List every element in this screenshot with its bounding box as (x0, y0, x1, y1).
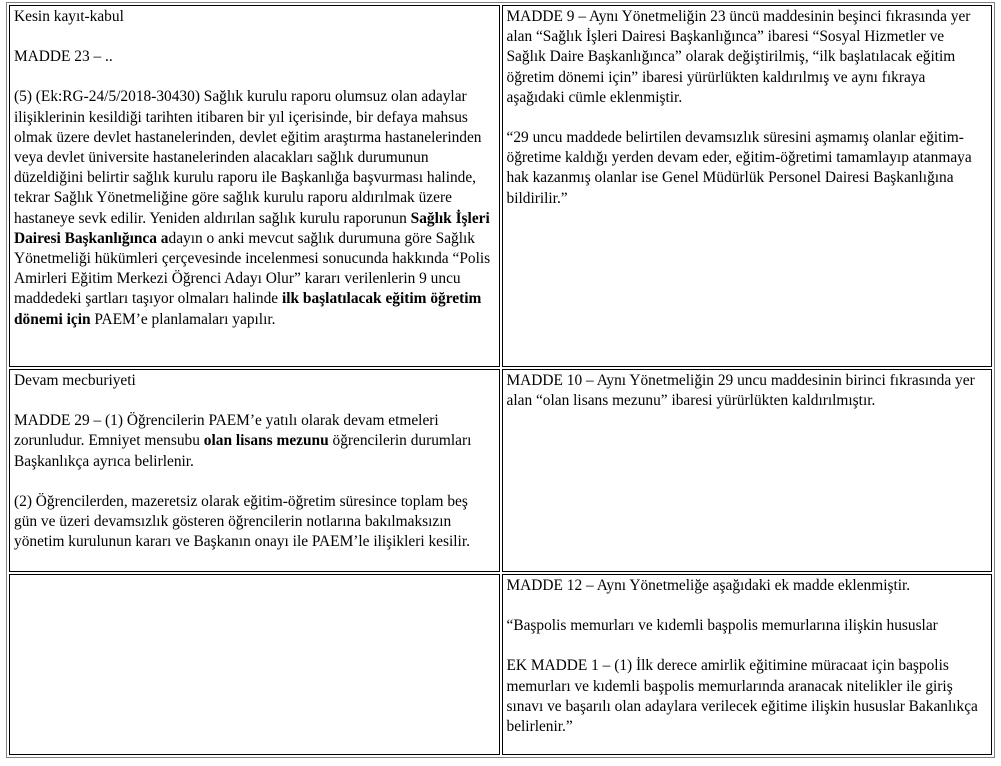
article-paragraph (14, 411, 495, 472)
amendment-paragraph: MADDE 10 – Aynı Yönetmeliğin 29 uncu maddesinin birinci fıkrasında yer alan “olan lisans mezunu” ibaresi yürürlükten kaldırılmıştır. (506, 372, 975, 410)
paragraph-text: (5) (Ek:RG-24/5/2018-30430) Sağlık kurulu raporu olumsuz olan adaylar ilişiklerinin kesildiği tarihten itibaren bir yıl içerisinde, bir defaya mahsus olmak üzere devlet hastanelerinden, devlet eğitim araştırma hastanelerinden veya devlet üniversite hastanelerinden alacakları sağlık durumunun düzeldiğini belirtir sağlık kurulu raporu ile Başkanlığa başvurması halinde, tekrar Sağlık Yönetmeliğine göre sağlık kurulu raporu aldırılmak üzere hastaneye sevk edilir. Yeniden aldırılan sağlık kurulu raporunun (14, 88, 482, 227)
table-row (9, 369, 992, 572)
amendment-cell (502, 369, 993, 572)
paragraph-text: dayın o anki mevcut sağlık durumuna göre Sağlık Yönetmeliği hükümleri çerçevesinde incelenmesi sonucunda hakkında “Polis Amirleri Eğitim Merkezi Öğrenci Adayı Olur” kararı verilenlerin 9 uncu maddedeki şartları taşıyor olmaları halinde (14, 229, 491, 308)
table-row (9, 5, 992, 367)
article-paragraph (14, 87, 495, 329)
amendment-quote: “Başpolis memurları ve kıdemli başpolis memurlarına ilişkin hususlar (506, 617, 938, 635)
amendment-cell (502, 5, 993, 367)
amendment-quote: EK MADDE 1 – (1) İlk derece amirlik eğitimine müracaat için başpolis memurları ve kıdemli başpolis memurlarında aranacak nitelikler ile giriş sınavı ve başarılı olan adaylara verilecek eğitime ilişkin hususlar Bakanlıkça belirlenir.” (506, 657, 978, 736)
amendment-quote: “29 uncu maddede belirtilen devamsızlık süresini aşmamış olanlar eğitim-öğretime kaldığı yerden devam eder, eğitim-öğretimi tamamlayıp atanmaya hak kazanmış olanlar ise Genel Müdürlük Personel Dairesi Başkanlığına bildirilir.” (506, 129, 972, 207)
section-heading: Kesin kayıt-kabul (14, 8, 124, 25)
article-number: MADDE 23 – .. (14, 48, 113, 66)
article-paragraph: (2) Öğrencilerden, mazeretsiz olarak eğitim-öğretim süresince toplam beş gün ve üzeri devamsızlık gösteren öğrencilerin notlarına bakılmaksızın yönetim kurulunun kararı ve Başkanın onayı ile PAEM’le ilişikleri kesilir. (14, 492, 470, 551)
table-row (9, 574, 992, 755)
old-text-cell (9, 5, 500, 367)
paragraph-text: öğrencilerin durumları Başkanlıkça ayrıca belirlenir. (14, 432, 472, 470)
bold-phrase: ilk başlatılacak eğitim öğretim dönemi için (14, 290, 482, 328)
paragraph-text: MADDE 29 – (1) Öğrencilerin PAEM’e yatılı olarak devam etmeleri zorunludur. Emniyet mensubu (14, 412, 439, 450)
bold-phrase: olan lisans mezunu (203, 432, 329, 450)
section-heading: Devam mecburiyeti (14, 372, 136, 389)
comparison-table (6, 2, 995, 758)
paragraph-text: PAEM’e planlamaları yapılır. (90, 310, 276, 328)
bold-phrase: Sağlık İşleri Dairesi Başkanlığınca a (14, 209, 490, 247)
amendment-paragraph: MADDE 9 – Aynı Yönetmeliğin 23 üncü maddesinin beşinci fıkrasında yer alan “Sağlık İşleri Dairesi Başkanlığınca” ibaresi “Sosyal Hizmetler ve Sağlık Daire Başkanlığınca” olarak değiştirilmiş, “ilk başlatılacak eğitim öğretim dönemi için” ibaresi yürürlükten kaldırılmış ve aynı fıkraya aşağıdaki cümle eklenmiştir. (506, 8, 971, 106)
amendment-paragraph: MADDE 12 – Aynı Yönetmeliğe aşağıdaki ek madde eklenmiştir. (506, 577, 911, 594)
old-text-cell (9, 369, 500, 572)
empty-cell (9, 574, 500, 755)
amendment-cell (502, 574, 993, 755)
